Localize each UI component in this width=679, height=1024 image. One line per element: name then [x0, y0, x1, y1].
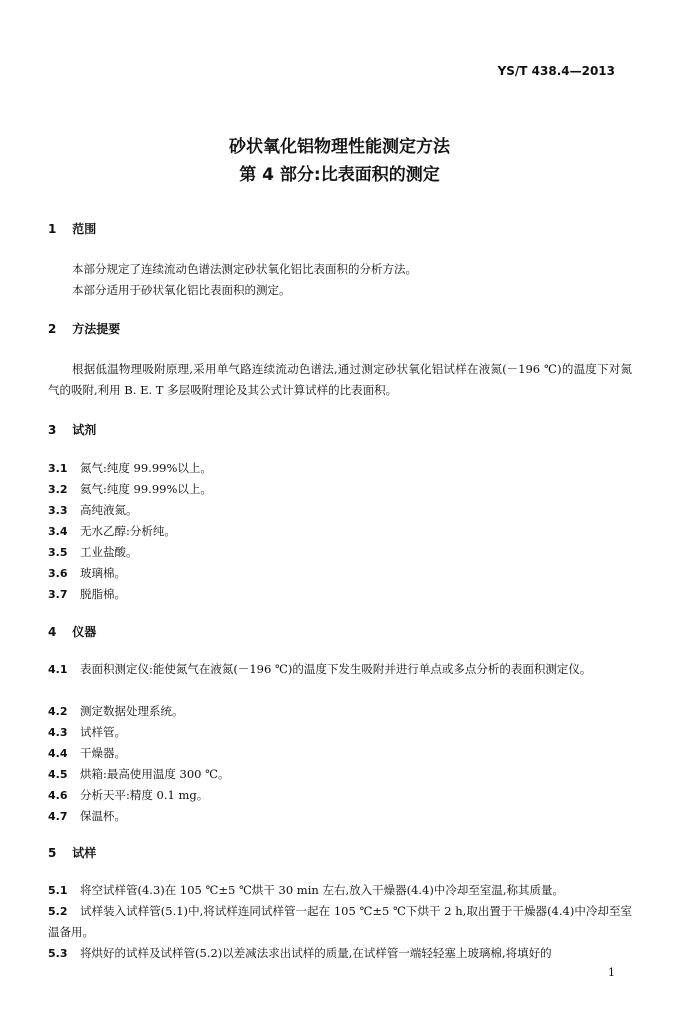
item-number: 3.4	[48, 525, 68, 538]
item-text: 高纯液氮。	[80, 503, 138, 517]
item-text: 工业盐酸。	[80, 545, 138, 559]
item-text: 将空试样管(4.3)在 105 ℃±5 ℃烘干 30 min 左右,放入干燥器(4.4)中冷却至室温,称其质量。	[80, 883, 565, 897]
item-number: 4.7	[48, 810, 68, 823]
document-title: 砂状氧化铝物理性能测定方法	[229, 137, 450, 157]
section-number: 3	[48, 423, 57, 437]
paragraph: 根据低温物理吸附原理,采用单气路连续流动色谱法,通过测定砂状氧化铝试样在液氮(－196 ℃)的温度下对氮气的吸附,利用 B. E. T 多层吸附理论及其公式计算试样的比表面积。	[48, 362, 632, 397]
section-title: 试样	[72, 846, 97, 860]
list-item	[48, 785, 632, 806]
item-text: 试样管。	[80, 725, 126, 739]
list-item	[48, 584, 632, 605]
item-number: 3.3	[48, 504, 68, 517]
paragraph: 本部分规定了连续流动色谱法测定砂状氧化铝比表面积的分析方法。	[72, 262, 417, 276]
item-text: 表面积测定仪:能使氮气在液氮(－196 ℃)的温度下发生吸附并进行单点或多点分析的表面积测定仪。	[80, 662, 592, 676]
section-title: 方法提要	[72, 322, 121, 336]
item-text: 氮气:纯度 99.99%以上。	[80, 461, 212, 475]
list-item	[48, 458, 632, 479]
section-1-heading	[48, 220, 96, 237]
item-text: 脱脂棉。	[80, 587, 126, 601]
item-text: 试样装入试样管(5.1)中,将试样连同试样管一起在 105 ℃±5 ℃下烘干 2 h,取出置于干燥器(4.4)中冷却至室温备用。	[48, 904, 632, 939]
list-item	[48, 743, 632, 764]
list-item	[48, 500, 632, 521]
item-text: 测定数据处理系统。	[80, 704, 184, 718]
item-number: 4.2	[48, 705, 68, 718]
list-item	[48, 659, 632, 680]
item-text: 无水乙醇:分析纯。	[80, 524, 176, 538]
section-2-heading	[48, 320, 120, 337]
section-3-heading	[48, 421, 96, 438]
list-item	[48, 901, 632, 943]
section-title: 试剂	[72, 423, 97, 437]
section-title: 仪器	[72, 625, 97, 639]
section-number: 5	[48, 846, 57, 860]
item-number: 4.4	[48, 747, 68, 760]
item-text: 干燥器。	[80, 746, 126, 760]
document-subtitle: 第 4 部分:比表面积的测定	[239, 165, 440, 185]
item-text: 氦气:纯度 99.99%以上。	[80, 482, 212, 496]
list-item	[48, 880, 632, 901]
list-item	[48, 722, 632, 743]
item-text: 烘箱:最高使用温度 300 ℃。	[80, 767, 230, 781]
item-number: 3.1	[48, 462, 68, 475]
item-number: 4.5	[48, 768, 68, 781]
item-number: 5.3	[48, 947, 68, 960]
item-number: 4.3	[48, 726, 68, 739]
item-number: 3.6	[48, 567, 68, 580]
item-number: 4.6	[48, 789, 68, 802]
item-text: 保温杯。	[80, 809, 126, 823]
section-number: 4	[48, 625, 57, 639]
item-number: 3.7	[48, 588, 68, 601]
page-number: 1	[608, 966, 615, 979]
item-number: 5.2	[48, 905, 68, 918]
list-item	[48, 764, 632, 785]
item-number: 3.2	[48, 483, 68, 496]
list-item	[48, 943, 632, 964]
section-5-heading	[48, 844, 96, 861]
section-number: 1	[48, 222, 57, 236]
list-item	[48, 542, 632, 563]
list-item	[48, 701, 632, 722]
section-4-heading	[48, 623, 96, 640]
item-text: 玻璃棉。	[80, 566, 126, 580]
list-item	[48, 521, 632, 542]
paragraph: 本部分适用于砂状氧化铝比表面积的测定。	[72, 283, 291, 297]
list-item	[48, 479, 632, 500]
standard-code: YS/T 438.4—2013	[497, 64, 615, 78]
section-title: 范围	[72, 222, 97, 236]
item-number: 5.1	[48, 884, 68, 897]
list-item	[48, 563, 632, 584]
item-number: 4.1	[48, 663, 68, 676]
item-text: 分析天平:精度 0.1 mg。	[80, 788, 209, 802]
section-number: 2	[48, 322, 57, 336]
list-item	[48, 806, 632, 827]
item-text: 将烘好的试样及试样管(5.2)以差减法求出试样的质量,在试样管一端轻轻塞上玻璃棉,将填好的	[80, 946, 552, 960]
item-number: 3.5	[48, 546, 68, 559]
